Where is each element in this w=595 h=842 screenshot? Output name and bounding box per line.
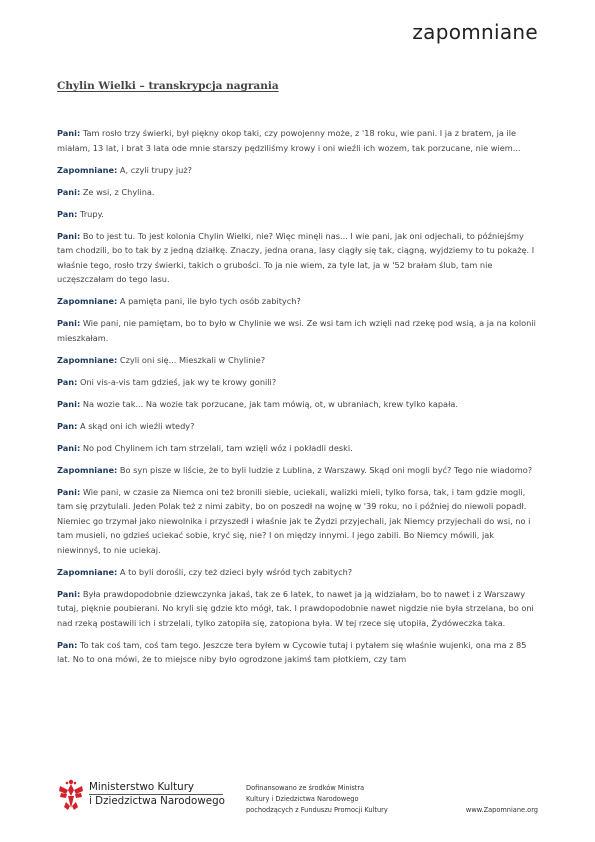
utterance-text: Bo syn pisze w liście, że to byli ludzie z Lublina, z Warszawy. Skąd oni mogli być? Tego nie wiadomo? xyxy=(117,464,533,475)
transcript-paragraph xyxy=(57,485,537,558)
transcript-paragraph xyxy=(57,126,537,155)
speaker-label: Pan: xyxy=(57,376,78,387)
utterance-text: Bo to jest tu. To jest kolonia Chylin Wielki, nie? Więc minęli nas... I wie pani, jak oni odjechali, to późniejśmy tam chodzili, bo to tak by z jedną działkę. Znaczy, jedna orana, lasy ciągły się tak, ciągną, wyjdziemy to tu pokażę. I właśnie tego, rosło trzy świerki, takich o grubości. To ja nie wiem, za tyle lat, ja w '52 brałam ślub, tam nie uczęszczałam do tego lasu. xyxy=(57,230,535,284)
speaker-label: Pani: xyxy=(57,186,81,197)
speaker-label: Zapomniane: xyxy=(57,296,118,306)
transcript-paragraph xyxy=(57,375,537,390)
speaker-label: Pan: xyxy=(57,420,78,431)
utterance-text: Czyli oni się... Mieszkali w Chylinie? xyxy=(117,354,266,365)
transcript-paragraph xyxy=(57,463,537,478)
transcript xyxy=(57,126,537,674)
funding-line-3: pochodzących z Funduszu Promocji Kultury xyxy=(246,806,388,814)
transcript-paragraph xyxy=(57,229,537,287)
utterance-text: Ze wsi, z Chylina. xyxy=(80,186,155,197)
utterance-text: A to byli dorośli, czy też dzieci były wśród tych zabitych? xyxy=(117,566,353,577)
speaker-label: Zapomniane: xyxy=(57,164,118,175)
transcript-paragraph xyxy=(57,419,537,434)
speaker-label: Pan: xyxy=(57,208,78,219)
transcript-paragraph xyxy=(57,353,537,368)
utterance-text: Oni vis-a-vis tam gdzieś, jak wy te krowy gonili? xyxy=(77,376,277,387)
speaker-label: Pani: xyxy=(57,486,81,497)
utterance-text: A, czyli trupy już? xyxy=(117,164,193,175)
utterance-text: No pod Chylinem ich tam strzelali, tam wzięli wóz i pokładli deski. xyxy=(80,442,353,453)
utterance-text: Wie pani, nie pamiętam, bo to było w Chylinie we wsi. Ze wsi tam ich wzięli nad rzekę pod wsią, a ja na kolonii mieszkałam. xyxy=(57,318,536,343)
transcript-paragraph xyxy=(57,316,537,345)
speaker-label: Pani: xyxy=(57,318,81,328)
utterance-text: Trupy. xyxy=(77,208,104,219)
speaker-label: Zapomniane: xyxy=(57,566,118,577)
website-link[interactable]: www.Zapomniane.org xyxy=(465,806,538,814)
transcript-paragraph xyxy=(57,397,537,412)
document-title: Chylin Wielki – transkrypcja nagrania xyxy=(57,80,279,92)
speaker-label: Pan: xyxy=(57,639,78,650)
transcript-paragraph xyxy=(57,587,537,631)
funding-line-2: Kultury i Dziedzictwa Narodowego xyxy=(246,795,359,803)
transcript-paragraph xyxy=(57,441,537,456)
speaker-label: Pani: xyxy=(57,588,81,599)
speaker-label: Pani: xyxy=(57,442,81,453)
ministry-name-line1: Ministerstwo Kultury xyxy=(89,781,195,793)
utterance-text: Była prawdopodobnie dziewczynka jakaś, tak ze 6 latek, to nawet ja ją widziałam, bo to nawet i z Warszawy tutaj, pięknie poubierani. No kryli się gdzie kto mógł, tak. I prawdopodobnie nawet nigdzie nie była strzelana, bo oni nad rzeką postawili ich i strzelali, tylko zatopiła się, zatopiona była. W tej rzece się utopiła, Żydóweczka taka. xyxy=(57,588,534,628)
speaker-label: Zapomniane: xyxy=(57,354,118,365)
utterance-text: Tam rosło trzy świerki, był piękny okop taki, czy powojenny może, z '18 roku, wie pani. I ja z bratem, ja ile miałam, 13 lat, i brat 3 lata ode mnie starszy pędziliśmy krowy i oni wieźli ich wozem, tak porzucane, nie wiem... xyxy=(57,128,521,153)
utterance-text: Na wozie tak... Na wozie tak porzucane, jak tam mówią, ot, w ubraniach, krew tylko kapała. xyxy=(80,398,459,409)
ministry-logo xyxy=(57,778,237,814)
funding-line-1: Dofinansowano ze środków Ministra xyxy=(246,784,365,792)
transcript-paragraph xyxy=(57,207,537,222)
speaker-label: Zapomniane: xyxy=(57,464,118,475)
ministry-name-line2: i Dziedzictwa Narodowego xyxy=(89,795,225,807)
transcript-paragraph xyxy=(57,638,537,667)
speaker-label: Pani: xyxy=(57,230,81,241)
utterance-text: A pamięta pani, ile było tych osób zabitych? xyxy=(117,296,301,306)
funding-note xyxy=(246,783,426,816)
transcript-paragraph xyxy=(57,294,537,309)
transcript-paragraph xyxy=(57,185,537,200)
utterance-text: Wie pani, w czasie za Niemca oni też bronili siebie, uciekali, walizki mieli, tylko forsa, tak, i tam gdzie mogli, tam się przytulali. Jeden Polak też z nimi zabity, bo on poszedł na wojnę w '39 roku, no i później do niewoli popadł. Niemiec go trzymał jako niewolnika i przyszedł i właśnie jak te Żydzi przyjechali, jak Niemcy przyjechali do wsi, no i tam musieli, no gdzieś uciekać sobie, kryć się, nie? I on między innymi. I jego zabili. Bo Niemcy mówili, jak niewinnyś, to nie uciekaj. xyxy=(57,486,531,555)
utterance-text: A skąd oni ich wieźli wtedy? xyxy=(77,420,195,431)
speaker-label: Pani: xyxy=(57,398,81,409)
utterance-text: To tak coś tam, coś tam tego. Jeszcze tera byłem w Cycowie tutaj i pytałem się właśnie wujenki, ona ma z 85 lat. No to ona mówi, że to miejsce niby było ogrodzone jakimś tam płotkiem, czy tam xyxy=(57,639,527,664)
eagle-icon xyxy=(57,778,85,812)
transcript-paragraph xyxy=(57,163,537,178)
speaker-label: Pani: xyxy=(57,128,81,138)
transcript-paragraph xyxy=(57,565,537,580)
zapomniane-logo: zapomniane xyxy=(412,20,538,44)
